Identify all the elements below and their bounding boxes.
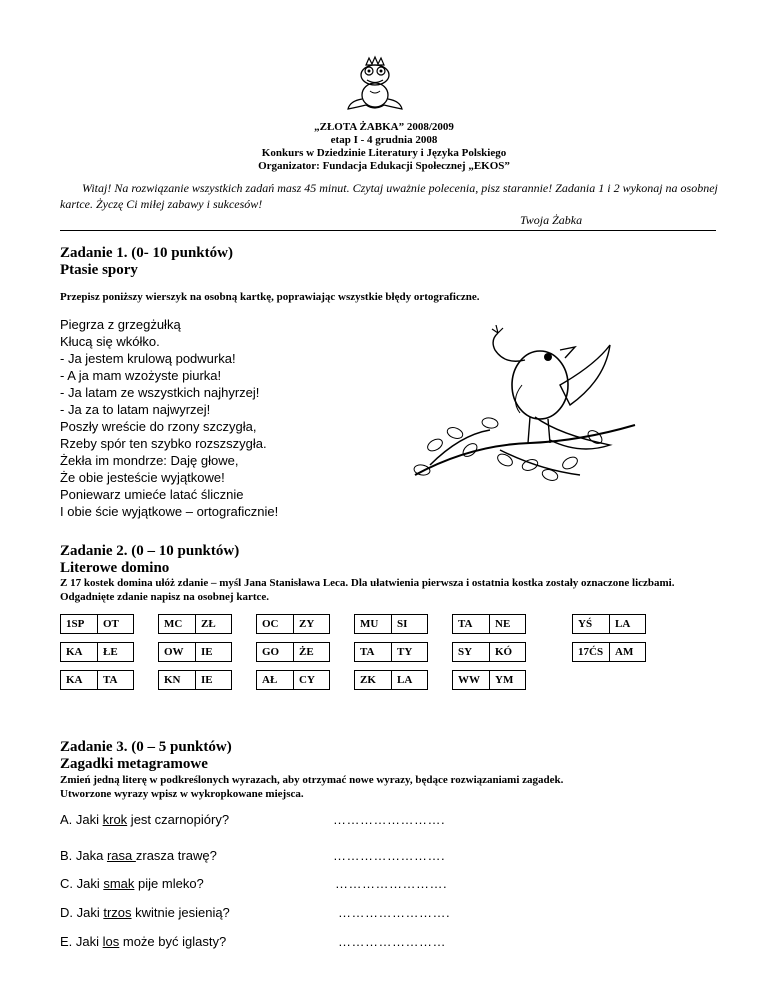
answer-blank-b[interactable]: ……………………. [333, 848, 446, 863]
underlined-word: rasa [106, 848, 136, 863]
task2-title: Zadanie 2. (0 – 10 punktów) [60, 543, 240, 559]
poem-line: Poniewarz umieće latać ślicznie [60, 487, 244, 502]
domino-tile: KN IE [158, 670, 232, 690]
riddle-d: D. Jaki trzos kwitnie jesienią? [60, 905, 230, 920]
intro-text: Witaj! Na rozwiązanie wszystkich zadań masz 45 minut. Czytaj uważnie polecenia, pisz starannie! Zadania 1 i 2 wykonaj na osobnej kartce. Życzę Ci miłej zabawy i sukcesów! [60, 181, 718, 211]
contest-name: Konkurs w Dziedzinie Literatury i Języka Polskiego [261, 147, 507, 159]
poem-line: Kłucą się wkółko. [60, 334, 160, 349]
riddle-e: E. Jaki los może być iglasty? [60, 934, 227, 949]
poem-line: - Ja latam ze wszystkich najhyrzej! [60, 385, 260, 400]
poem-line: Poszły wreście do rzony szczygła, [60, 419, 257, 434]
domino-tile: OW IE [158, 642, 232, 662]
riddle-b: B. Jaka rasa zrasza trawę? [60, 848, 217, 863]
domino-tile: WW YM [452, 670, 526, 690]
contest-title: „ZŁOTA ŻABKA” 2008/2009 [314, 121, 454, 133]
domino-tile: TA NE [452, 614, 526, 634]
domino-tile: GO ŻE [256, 642, 330, 662]
task1-title: Zadanie 1. (0- 10 punktów) [60, 245, 233, 261]
domino-tile: 1SP OT [60, 614, 134, 634]
underlined-word: krok [102, 812, 128, 827]
poem-line: Że obie jesteście wyjątkowe! [60, 470, 225, 485]
answer-blank-e[interactable]: …………………… [338, 934, 446, 949]
divider [60, 230, 716, 231]
domino-tile: TA TY [354, 642, 428, 662]
task2-instruction: Z 17 kostek domina ułóż zdanie – myśl Jana Stanisława Leca. Dla ułatwienia pierwsza i ostatnia kostka zostały oznaczone liczbami. Odgadnięte zdanie napisz na osobnej kartce. [60, 577, 675, 603]
poem-line: Żekła im mondrze: Daję głowe, [60, 453, 239, 468]
domino-tile: MU SI [354, 614, 428, 634]
contest-organizer: Organizator: Fundacja Edukacji Społecznej „EKOS” [258, 160, 510, 172]
contest-stage: etap I - 4 grudnia 2008 [330, 134, 438, 146]
domino-tile: ZK LA [354, 670, 428, 690]
answer-blank-a[interactable]: ……………………. [333, 812, 446, 827]
domino-tile: SY KÓ [452, 642, 526, 662]
domino-tile: OC ZY [256, 614, 330, 634]
poem-line: - Ja jestem krulową podwurka! [60, 351, 236, 366]
domino-tile: KA TA [60, 670, 134, 690]
task1-instruction: Przepisz poniższy wierszyk na osobną kartkę, poprawiając wszystkie błędy ortograficzne. [60, 291, 480, 303]
frog-logo-icon [340, 55, 410, 115]
poem [60, 316, 278, 520]
underlined-word: los [102, 934, 120, 949]
domino-tile: MC ZŁ [158, 614, 232, 634]
task3-instruction-2: Utworzone wyrazy wpisz w wykropkowane miejsca. [60, 788, 304, 800]
task3-subtitle: Zagadki metagramowe [60, 756, 208, 772]
task3-instruction-1: Zmień jedną literę w podkreślonych wyrazach, aby otrzymać nowe wyrazy, będące rozwiązaniami zagadek. [60, 774, 564, 786]
underlined-word: trzos [103, 905, 132, 920]
poem-line: Piegrza z grzegżułką [60, 317, 181, 332]
underlined-word: smak [103, 876, 135, 891]
poem-line: - A ja mam wzożyste piurka! [60, 368, 222, 383]
task2-subtitle: Literowe domino [60, 560, 170, 576]
riddle-a: A. Jaki krok jest czarnopióry? [60, 812, 230, 827]
poem-line: - Ja za to latam najwyrzej! [60, 402, 211, 417]
poem-line: Rzeby spór ten szybko rozszszygła. [60, 436, 267, 451]
domino-tile: AŁ CY [256, 670, 330, 690]
answer-blank-d[interactable]: ……………………. [338, 905, 451, 920]
answer-blank-c[interactable]: ……………………. [335, 876, 448, 891]
signature: Twoja Żabka [520, 213, 583, 227]
riddle-c: C. Jaki smak pije mleko? [60, 876, 204, 891]
bird-on-branch-illustration [410, 325, 640, 495]
domino-tile: YŚ LA [572, 614, 646, 634]
poem-line: I obie ście wyjątkowe – ortograficznie! [60, 504, 279, 519]
task1-subtitle: Ptasie spory [60, 262, 138, 278]
domino-tile: 17ĆS AM [572, 642, 646, 662]
domino-tile: KA ŁE [60, 642, 134, 662]
task3-title: Zadanie 3. (0 – 5 punktów) [60, 739, 232, 755]
